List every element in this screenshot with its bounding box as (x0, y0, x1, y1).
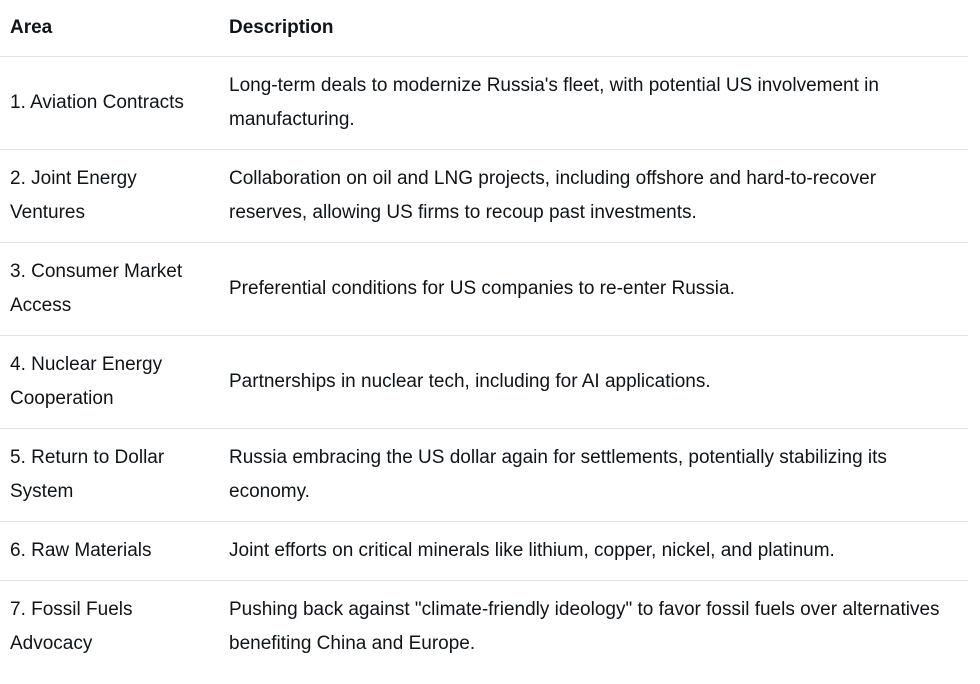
table-body (0, 57, 968, 674)
header-description: Description (229, 17, 334, 38)
header-area: Area (10, 17, 53, 38)
description-cell: Preferential conditions for US companies to re-enter Russia. (229, 278, 735, 299)
header-row (0, 0, 968, 57)
table-row (0, 57, 968, 150)
area-cell: 2. Joint Energy Ventures (10, 168, 137, 223)
table-row (0, 522, 968, 581)
table-row (0, 429, 968, 522)
description-cell: Joint efforts on critical minerals like lithium, copper, nickel, and platinum. (229, 540, 835, 561)
area-cell: 4. Nuclear Energy Cooperation (10, 354, 163, 409)
area-cell: 7. Fossil Fuels Advocacy (10, 599, 133, 654)
table-row (0, 581, 968, 674)
description-cell: Partnerships in nuclear tech, including for AI applications. (229, 371, 711, 392)
area-cell: 3. Consumer Market Access (10, 261, 183, 316)
area-cell: 1. Aviation Contracts (10, 92, 184, 113)
area-cell: 6. Raw Materials (10, 540, 152, 561)
description-cell: Russia embracing the US dollar again for settlements, potentially stabilizing its economy. (229, 447, 887, 502)
table-header (0, 0, 968, 57)
description-cell: Long-term deals to modernize Russia's fleet, with potential US involvement in manufacturing. (229, 75, 879, 130)
description-cell: Collaboration on oil and LNG projects, including offshore and hard-to-recover reserves, allowing US firms to recoup past investments. (229, 168, 877, 223)
description-cell: Pushing back against "climate-friendly ideology" to favor fossil fuels over alternatives benefiting China and Europe. (229, 599, 940, 654)
table-row (0, 243, 968, 336)
table-row (0, 336, 968, 429)
area-cell: 5. Return to Dollar System (10, 447, 165, 502)
table-row (0, 150, 968, 243)
